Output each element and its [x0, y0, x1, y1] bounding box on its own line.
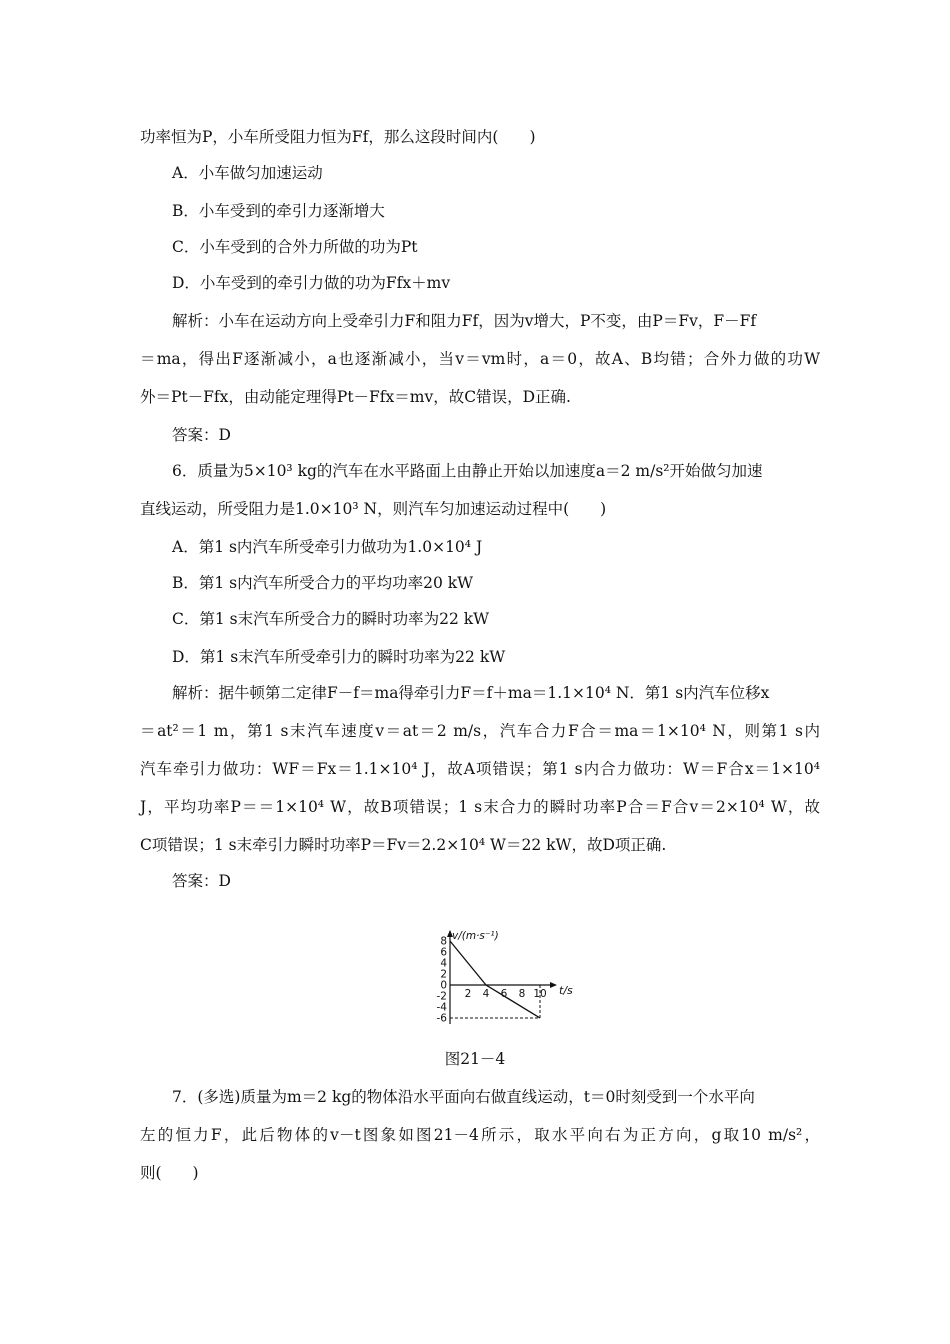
x-tick-label: 10 [533, 988, 547, 1000]
question-7-stem-line-2: 左的恒力F，此后物体的v－t图象如图21－4所示，取水平向右为正方向，g取10 m/s²， [140, 1126, 820, 1144]
x-tick-label: 8 [518, 988, 526, 1000]
question-6-stem-line-2: 直线运动，所受阻力是1.0×10³ N，则汽车匀加速运动过程中( ) [140, 500, 607, 518]
question-6-stem-line-1: 6．质量为5×10³ kg的汽车在水平路面上由静止开始以加速度a＝2 m/s²开始做匀加速 [172, 462, 763, 480]
q6-option-d: D．第1 s末汽车所受牵引力的瞬时功率为22 kW [172, 648, 506, 666]
q5-answer: 答案：D [172, 426, 231, 444]
q5-analysis-line-3: 外＝Pt－Ffx，由动能定理得Pt－Ffx＝mv，故C错误，D正确. [140, 388, 571, 406]
y-tick-label: -2 [436, 990, 447, 1003]
x-tick-label: 4 [482, 988, 490, 1000]
y-tick-label: 2 [440, 968, 447, 981]
v-axis-label: v/(m·s⁻¹) [452, 930, 499, 942]
q6-analysis-line-4: J，平均功率P＝＝1×10⁴ W，故B项错误；1 s末合力的瞬时功率P合＝F合v＝2×10⁴ W，故 [140, 798, 820, 816]
y-tick-label: 8 [440, 935, 447, 948]
y-tick-label: 4 [440, 957, 447, 970]
x-tick-label: 2 [464, 988, 472, 1000]
axes [447, 930, 557, 1024]
series-line [450, 941, 540, 1018]
t-axis-arrow [550, 982, 557, 988]
t-axis-label: t/s [559, 984, 573, 997]
vt-graph [420, 912, 573, 1032]
x-tick-label: 6 [500, 988, 508, 1000]
q5-option-d: D．小车受到的牵引力做的功为Ffx＋mv [172, 274, 451, 292]
q5-analysis-line-2: ＝ma，得出F逐渐减小，a也逐渐减小，当v＝vm时，a＝0，故A、B均错；合外力做的功W [140, 350, 820, 368]
q6-analysis-line-2: ＝at²＝1 m，第1 s末汽车速度v＝at＝2 m/s，汽车合力F合＝ma＝1×10⁴ N，则第1 s内 [140, 722, 820, 740]
q5-option-a: A．小车做匀加速运动 [172, 164, 323, 182]
y-tick-label: -6 [436, 1012, 447, 1025]
q6-analysis-line-3: 汽车牵引力做功：WF＝Fx＝1.1×10⁴ J，故A项错误；第1 s内合力做功：W＝F合x＝1×10⁴ [140, 760, 820, 778]
q5-option-c: C．小车受到的合外力所做的功为Pt [172, 238, 418, 256]
velocity-line [450, 941, 540, 1018]
q6-option-a: A．第1 s内汽车所受牵引力做功为1.0×10⁴ J [172, 538, 483, 556]
question-7-stem-line-3: 则( ) [140, 1164, 199, 1182]
q6-analysis-line-5: C项错误；1 s末牵引力瞬时功率P＝Fv＝2.2×10⁴ W＝22 kW，故D项正确. [140, 836, 667, 854]
y-tick-label: -4 [436, 1001, 447, 1014]
question-5-stem-end: 功率恒为P，小车所受阻力恒为Ff，那么这段时间内( ) [140, 128, 536, 146]
question-7-stem-line-1: 7．(多选)质量为m＝2 kg的物体沿水平面向右做直线运动，t＝0时刻受到一个水平向 [172, 1088, 755, 1106]
q6-analysis-line-1: 解析：据牛顿第二定律F－f＝ma得牵引力F＝f＋ma＝1.1×10⁴ N．第1 s内汽车位移x [172, 684, 770, 702]
figure-caption: 图21－4 [444, 1050, 506, 1068]
q6-option-c: C．第1 s末汽车所受合力的瞬时功率为22 kW [172, 610, 490, 628]
q5-option-b: B．小车受到的牵引力逐渐增大 [172, 202, 385, 220]
q5-analysis-line-1: 解析：小车在运动方向上受牵引力F和阻力Ff，因为v增大，P不变，由P＝Fv，F－Ff [172, 312, 757, 330]
q6-option-b: B．第1 s内汽车所受合力的平均功率20 kW [172, 574, 474, 592]
y-tick-label: 6 [440, 946, 447, 959]
q6-answer: 答案：D [172, 872, 231, 890]
y-tick-label: 0 [440, 979, 447, 992]
tick-labels [437, 930, 574, 1025]
